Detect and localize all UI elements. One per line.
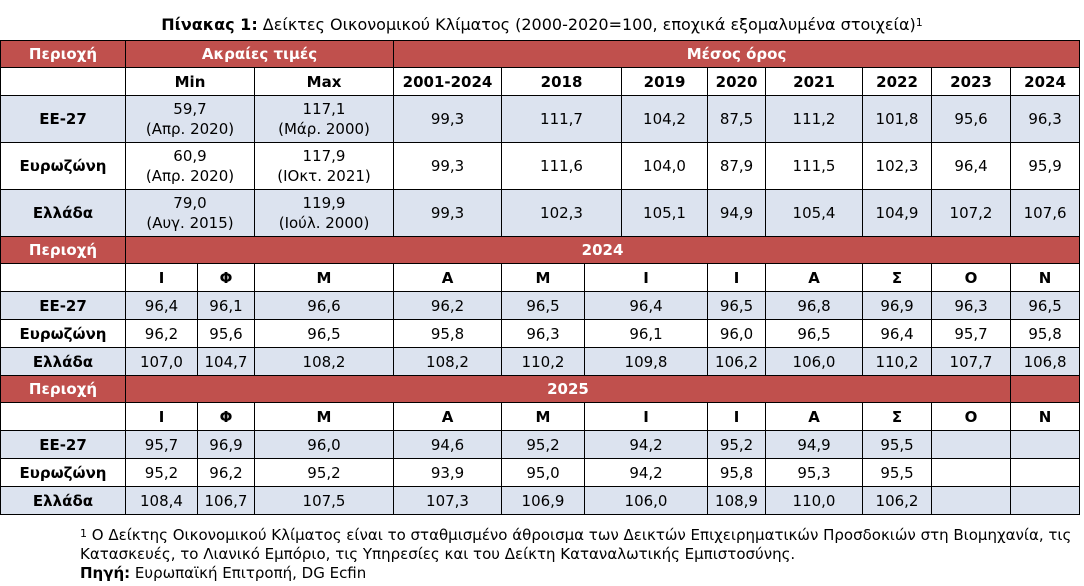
value-cell: 106,2 bbox=[708, 348, 766, 376]
economic-climate-table bbox=[0, 40, 1080, 515]
region-label: Ελλάδα bbox=[1, 348, 126, 376]
value-cell: 110,2 bbox=[863, 348, 932, 376]
value-cell: 95,8 bbox=[1011, 320, 1080, 348]
value-cell: 95,6 bbox=[932, 96, 1011, 143]
month-header: Μ bbox=[502, 403, 585, 431]
max-value: 117,1 bbox=[302, 100, 346, 118]
value-cell: 96,1 bbox=[198, 292, 255, 320]
extremes-header: Ακραίες τιμές bbox=[126, 41, 394, 68]
region-label: Ευρωζώνη bbox=[1, 320, 126, 348]
value-cell: 104,9 bbox=[863, 190, 932, 237]
value-cell bbox=[932, 431, 1011, 459]
max-cell bbox=[255, 190, 394, 237]
month-header: Ν bbox=[1011, 403, 1080, 431]
value-cell: 96,2 bbox=[394, 292, 502, 320]
value-cell: 111,7 bbox=[502, 96, 622, 143]
min-cell bbox=[126, 143, 255, 190]
col-header: 2001-2024 bbox=[394, 68, 502, 96]
table-row bbox=[1, 431, 1080, 459]
min-value: 59,7 bbox=[173, 100, 207, 118]
region-label: Ελλάδα bbox=[1, 190, 126, 237]
value-cell: 95,2 bbox=[502, 431, 585, 459]
min-value: 79,0 bbox=[173, 194, 207, 212]
value-cell: 108,2 bbox=[394, 348, 502, 376]
value-cell: 104,2 bbox=[622, 96, 708, 143]
month-header: Ι bbox=[585, 403, 708, 431]
value-cell: 95,3 bbox=[766, 459, 863, 487]
value-cell: 106,8 bbox=[1011, 348, 1080, 376]
region-label: ΕΕ-27 bbox=[1, 431, 126, 459]
value-cell: 102,3 bbox=[863, 143, 932, 190]
footnote bbox=[80, 526, 1080, 583]
value-cell: 95,5 bbox=[863, 459, 932, 487]
value-cell: 111,5 bbox=[766, 143, 863, 190]
value-cell: 107,6 bbox=[1011, 190, 1080, 237]
month-header: Μ bbox=[255, 264, 394, 292]
source-label: Πηγή: bbox=[80, 564, 131, 582]
value-cell: 95,8 bbox=[708, 459, 766, 487]
footnote-mark: 1 bbox=[80, 527, 87, 540]
source-line bbox=[80, 564, 1080, 583]
table-title-label: Πίνακας 1: bbox=[161, 15, 258, 34]
region-label: Ευρωζώνη bbox=[1, 143, 126, 190]
value-cell: 101,8 bbox=[863, 96, 932, 143]
source-text: Ευρωπαϊκή Επιτροπή, DG Ecfin bbox=[130, 564, 367, 582]
month-header: Ι bbox=[708, 403, 766, 431]
value-cell: 106,2 bbox=[863, 487, 932, 515]
region-header: Περιοχή bbox=[1, 237, 126, 264]
region-header: Περιοχή bbox=[1, 41, 126, 68]
section3-header-row bbox=[1, 376, 1080, 403]
month-header: Ι bbox=[126, 403, 198, 431]
value-cell: 99,3 bbox=[394, 143, 502, 190]
value-cell: 107,0 bbox=[126, 348, 198, 376]
value-cell: 95,8 bbox=[394, 320, 502, 348]
max-date: (Ιούλ. 2000) bbox=[278, 214, 370, 232]
min-date: (Απρ. 2020) bbox=[145, 120, 235, 138]
value-cell: 94,6 bbox=[394, 431, 502, 459]
value-cell: 107,3 bbox=[394, 487, 502, 515]
col-header: 2019 bbox=[622, 68, 708, 96]
max-date: (Μάρ. 2000) bbox=[278, 120, 370, 138]
value-cell: 94,2 bbox=[585, 459, 708, 487]
value-cell: 99,3 bbox=[394, 190, 502, 237]
title-footnote-mark: 1 bbox=[915, 16, 923, 29]
value-cell: 96,5 bbox=[502, 292, 585, 320]
value-cell: 99,3 bbox=[394, 96, 502, 143]
table-row bbox=[1, 459, 1080, 487]
value-cell: 94,9 bbox=[766, 431, 863, 459]
value-cell: 95,2 bbox=[126, 459, 198, 487]
value-cell: 96,5 bbox=[766, 320, 863, 348]
value-cell: 96,4 bbox=[932, 143, 1011, 190]
table-row bbox=[1, 292, 1080, 320]
value-cell: 96,4 bbox=[585, 292, 708, 320]
table-row bbox=[1, 487, 1080, 515]
value-cell: 106,0 bbox=[766, 348, 863, 376]
month-header: Μ bbox=[502, 264, 585, 292]
year-header: 2025 bbox=[126, 376, 1011, 403]
month-header: Ι bbox=[708, 264, 766, 292]
value-cell: 104,0 bbox=[622, 143, 708, 190]
value-cell: 96,9 bbox=[198, 431, 255, 459]
value-cell: 95,2 bbox=[708, 431, 766, 459]
table-row bbox=[1, 348, 1080, 376]
col-header: 2021 bbox=[766, 68, 863, 96]
value-cell: 96,2 bbox=[126, 320, 198, 348]
col-header: 2020 bbox=[708, 68, 766, 96]
value-cell: 96,3 bbox=[1011, 96, 1080, 143]
value-cell: 87,9 bbox=[708, 143, 766, 190]
value-cell: 93,9 bbox=[394, 459, 502, 487]
value-cell: 108,9 bbox=[708, 487, 766, 515]
value-cell: 107,5 bbox=[255, 487, 394, 515]
value-cell: 102,3 bbox=[502, 190, 622, 237]
month-header: Φ bbox=[198, 403, 255, 431]
table-row bbox=[1, 320, 1080, 348]
value-cell bbox=[1011, 487, 1080, 515]
value-cell: 104,7 bbox=[198, 348, 255, 376]
value-cell: 96,0 bbox=[708, 320, 766, 348]
value-cell: 105,1 bbox=[622, 190, 708, 237]
min-value: 60,9 bbox=[173, 147, 207, 165]
value-cell: 96,9 bbox=[863, 292, 932, 320]
max-value: 117,9 bbox=[302, 147, 346, 165]
value-cell: 106,7 bbox=[198, 487, 255, 515]
region-label: Ελλάδα bbox=[1, 487, 126, 515]
value-cell: 96,4 bbox=[126, 292, 198, 320]
table-row bbox=[1, 190, 1080, 237]
value-cell: 105,4 bbox=[766, 190, 863, 237]
max-value: 119,9 bbox=[302, 194, 346, 212]
value-cell: 106,0 bbox=[585, 487, 708, 515]
month-header: Μ bbox=[255, 403, 394, 431]
value-cell: 96,3 bbox=[502, 320, 585, 348]
value-cell: 110,2 bbox=[502, 348, 585, 376]
month-header: Α bbox=[394, 403, 502, 431]
table-row bbox=[1, 96, 1080, 143]
value-cell: 107,7 bbox=[932, 348, 1011, 376]
value-cell: 96,3 bbox=[932, 292, 1011, 320]
region-label: ΕΕ-27 bbox=[1, 96, 126, 143]
value-cell: 95,6 bbox=[198, 320, 255, 348]
value-cell: 95,7 bbox=[126, 431, 198, 459]
value-cell: 96,8 bbox=[766, 292, 863, 320]
section1-subheader-row bbox=[1, 68, 1080, 96]
table-title bbox=[0, 15, 1084, 35]
table-title-text: Δείκτες Οικονομικού Κλίματος (2000-2020=100, εποχικά εξομαλυμένα στοιχεία) bbox=[257, 15, 916, 34]
min-date: (Αυγ. 2015) bbox=[146, 214, 234, 232]
section3-months-row bbox=[1, 403, 1080, 431]
value-cell: 108,2 bbox=[255, 348, 394, 376]
max-date: (ΙΟκτ. 2021) bbox=[277, 167, 371, 185]
month-header: Α bbox=[394, 264, 502, 292]
value-cell: 96,5 bbox=[1011, 292, 1080, 320]
value-cell bbox=[932, 487, 1011, 515]
min-header: Min bbox=[126, 68, 255, 96]
min-cell bbox=[126, 190, 255, 237]
month-header: Σ bbox=[863, 403, 932, 431]
month-header: Ν bbox=[1011, 264, 1080, 292]
col-header: 2022 bbox=[863, 68, 932, 96]
max-cell bbox=[255, 143, 394, 190]
region-label: Ευρωζώνη bbox=[1, 459, 126, 487]
value-cell: 106,9 bbox=[502, 487, 585, 515]
month-header: Ι bbox=[126, 264, 198, 292]
value-cell: 109,8 bbox=[585, 348, 708, 376]
footnote-text: Ο Δείκτης Οικονομικού Κλίματος είναι το σταθμισμένο άθροισμα των Δεικτών Επιχειρηματικών Προσδοκιών στη Βιομηχανία, τις Κατασκευές, το Λιανικό Εμπόριο, τις Υπηρεσίες και του Δείκτη Καταναλωτικής Εμπιστοσύνης. bbox=[80, 526, 1072, 563]
value-cell: 96,4 bbox=[863, 320, 932, 348]
month-header: Ι bbox=[585, 264, 708, 292]
max-cell bbox=[255, 96, 394, 143]
value-cell bbox=[932, 459, 1011, 487]
month-header: Α bbox=[766, 403, 863, 431]
section2-header-row bbox=[1, 237, 1080, 264]
value-cell: 95,9 bbox=[1011, 143, 1080, 190]
col-header: 2018 bbox=[502, 68, 622, 96]
average-header: Μέσος όρος bbox=[394, 41, 1080, 68]
month-header: Φ bbox=[198, 264, 255, 292]
value-cell: 95,7 bbox=[932, 320, 1011, 348]
footnote-text-block bbox=[80, 526, 1080, 564]
value-cell: 107,2 bbox=[932, 190, 1011, 237]
value-cell: 96,5 bbox=[255, 320, 394, 348]
col-header: 2023 bbox=[932, 68, 1011, 96]
year-header: 2024 bbox=[126, 237, 1080, 264]
value-cell: 108,4 bbox=[126, 487, 198, 515]
col-header: 2024 bbox=[1011, 68, 1080, 96]
value-cell: 111,6 bbox=[502, 143, 622, 190]
value-cell: 111,2 bbox=[766, 96, 863, 143]
value-cell: 87,5 bbox=[708, 96, 766, 143]
month-header: Ο bbox=[932, 403, 1011, 431]
value-cell: 95,5 bbox=[863, 431, 932, 459]
region-header: Περιοχή bbox=[1, 376, 126, 403]
value-cell: 96,5 bbox=[708, 292, 766, 320]
min-date: (Απρ. 2020) bbox=[145, 167, 235, 185]
month-header: Α bbox=[766, 264, 863, 292]
section1-header-row bbox=[1, 41, 1080, 68]
min-cell bbox=[126, 96, 255, 143]
value-cell: 96,6 bbox=[255, 292, 394, 320]
month-header: Σ bbox=[863, 264, 932, 292]
region-label: ΕΕ-27 bbox=[1, 292, 126, 320]
value-cell: 95,2 bbox=[255, 459, 394, 487]
value-cell: 96,1 bbox=[585, 320, 708, 348]
max-header: Max bbox=[255, 68, 394, 96]
value-cell bbox=[1011, 431, 1080, 459]
value-cell: 110,0 bbox=[766, 487, 863, 515]
value-cell: 96,0 bbox=[255, 431, 394, 459]
value-cell bbox=[1011, 459, 1080, 487]
table-row bbox=[1, 143, 1080, 190]
section2-months-row bbox=[1, 264, 1080, 292]
value-cell: 94,2 bbox=[585, 431, 708, 459]
month-header: Ο bbox=[932, 264, 1011, 292]
value-cell: 96,2 bbox=[198, 459, 255, 487]
value-cell: 94,9 bbox=[708, 190, 766, 237]
value-cell: 95,0 bbox=[502, 459, 585, 487]
